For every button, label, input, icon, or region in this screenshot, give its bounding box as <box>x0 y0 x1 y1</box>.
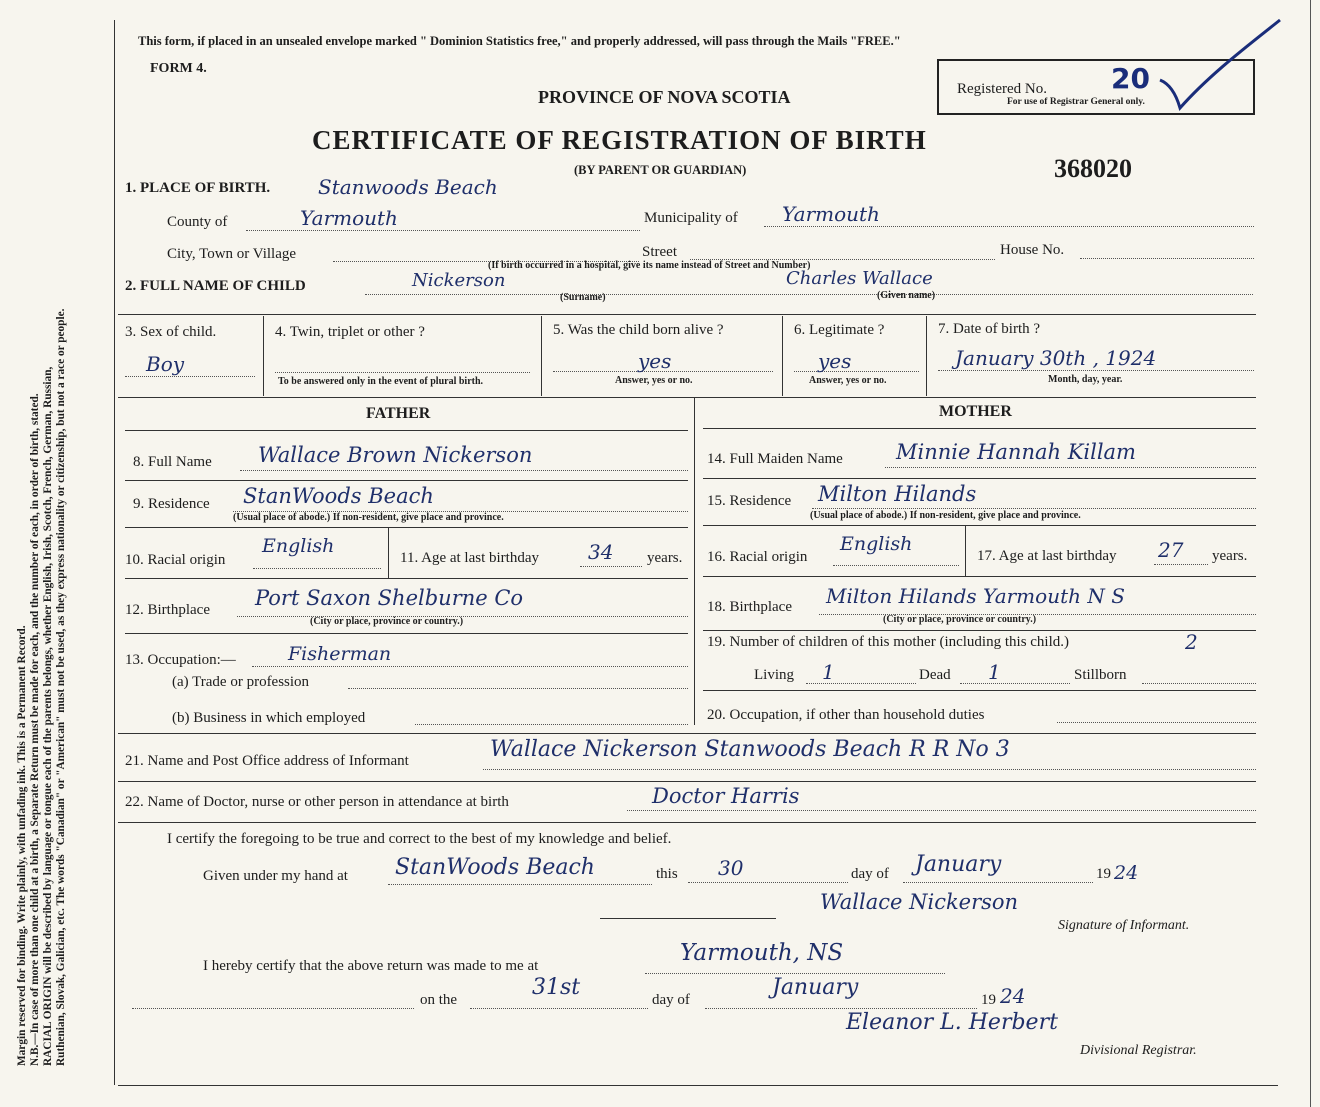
margin-line: N.B.—In case of more than one child at a birth, a Separate Return must be made for each, and the number of each, in order of birth, stated. <box>29 393 41 1066</box>
business-label: (b) Business in which employed <box>172 710 366 726</box>
mother-race-label: 16. Racial origin <box>707 549 808 565</box>
city-label: City, Town or Village <box>167 246 297 262</box>
registrar-year-value: 24 <box>1000 984 1026 1008</box>
mother-birthplace-note: (City or place, province or country.) <box>883 614 1037 625</box>
sex-label: 3. Sex of child. <box>125 324 217 340</box>
mother-heading: MOTHER <box>939 403 1012 420</box>
given-place-value: StanWoods Beach <box>395 855 595 880</box>
this-label: this <box>656 866 678 882</box>
registrar-place-value: Yarmouth, NS <box>680 940 844 966</box>
month-value: January <box>915 852 1002 877</box>
registrar-month-value: January <box>772 975 859 1000</box>
registrar-note: For use of Registrar General only. <box>1007 97 1145 107</box>
father-age-label: 11. Age at last birthday <box>400 550 539 566</box>
street-label: Street <box>642 244 677 260</box>
year-prefix: 19 <box>1096 866 1111 882</box>
margin-line: Margin reserved for binding. Write plainly, with unfading ink. This is a Permanent Record. <box>16 625 28 1066</box>
sex-value: Boy <box>146 352 185 376</box>
registrar-year-prefix: 19 <box>981 992 996 1008</box>
alive-label: 5. Was the child born alive ? <box>553 322 724 338</box>
certificate-number: 368020 <box>1054 154 1132 183</box>
legitimate-value: yes <box>818 349 852 373</box>
mother-name-value: Minnie Hannah Killam <box>896 440 1136 464</box>
informant-signature: Wallace Nickerson <box>820 890 1019 914</box>
twin-note: To be answered only in the event of plural birth. <box>278 376 484 387</box>
birth-place-label: 1. PLACE OF BIRTH. <box>125 180 271 196</box>
mother-residence-label: 15. Residence <box>707 493 792 509</box>
informant-value: Wallace Nickerson Stanwoods Beach R R No 3 <box>490 737 1010 762</box>
registrar-caption: Divisional Registrar. <box>1080 1043 1197 1058</box>
certify-statement: I certify the foregoing to be true and correct to the best of my knowledge and belief. <box>167 831 672 847</box>
dob-value: January 30th , 1924 <box>955 346 1157 370</box>
alive-note: Answer, yes or no. <box>615 375 693 386</box>
mother-age-value: 27 <box>1158 538 1184 562</box>
father-residence-note: (Usual place of abode.) If non-resident, give place and province. <box>233 512 504 523</box>
mother-age-label: 17. Age at last birthday <box>977 548 1117 564</box>
birth-place-value: Stanwoods Beach <box>318 175 498 199</box>
year-value: 24 <box>1114 862 1139 884</box>
informant-label: 21. Name and Post Office address of Informant <box>125 753 409 769</box>
alive-value: yes <box>638 349 672 373</box>
registered-value: 20 <box>1111 62 1150 95</box>
municipality-value: Yarmouth <box>782 202 880 226</box>
father-name-value: Wallace Brown Nickerson <box>258 443 533 467</box>
dob-label: 7. Date of birth ? <box>938 321 1041 337</box>
father-race-value: English <box>262 535 335 557</box>
twin-label: 4. Twin, triplet or other ? <box>275 324 425 340</box>
mother-residence-note: (Usual place of abode.) If non-resident, give place and province. <box>810 510 1081 521</box>
municipality-label: Municipality of <box>644 210 738 226</box>
living-label: Living <box>754 667 794 683</box>
registrar-statement: I hereby certify that the above return was made to me at <box>203 958 539 974</box>
father-race-label: 10. Racial origin <box>125 552 226 568</box>
father-birthplace-note: (City or place, province or country.) <box>310 616 464 627</box>
on-the-label: on the <box>420 992 458 1008</box>
father-birthplace-value: Port Saxon Shelburne Co <box>255 586 524 610</box>
child-given-name-value: Charles Wallace <box>786 268 933 289</box>
house-label: House No. <box>1000 242 1065 258</box>
province-heading: PROVINCE OF NOVA SCOTIA <box>538 87 791 107</box>
registrar-signature: Eleanor L. Herbert <box>846 1010 1058 1035</box>
margin-line: RACIAL ORIGIN will be described by language or tongue each of the parents belongs, whether English, Irish, Scotch, French, German, Russian, <box>42 366 54 1066</box>
check-mark-icon <box>1150 14 1290 114</box>
father-heading: FATHER <box>366 405 431 422</box>
given-label: Given under my hand at <box>203 868 348 884</box>
mother-race-value: English <box>840 533 913 555</box>
hospital-note: (If birth occurred in a hospital, give its name instead of Street and Number) <box>488 260 811 271</box>
legitimate-note: Answer, yes or no. <box>809 375 887 386</box>
doctor-label: 22. Name of Doctor, nurse or other person in attendance at birth <box>125 794 509 810</box>
registrar-day-of-label: day of <box>652 992 690 1008</box>
children-count-value: 2 <box>1185 630 1198 654</box>
dead-label: Dead <box>919 667 951 683</box>
dob-note: Month, day, year. <box>1048 374 1123 385</box>
father-residence-value: StanWoods Beach <box>243 484 434 508</box>
form-number: FORM 4. <box>150 61 207 76</box>
mother-years-label: years. <box>1212 548 1248 564</box>
mother-name-label: 14. Full Maiden Name <box>707 451 843 467</box>
registered-label: Registered No. <box>957 81 1047 97</box>
day-value: 30 <box>718 856 744 880</box>
mother-birthplace-value: Milton Hilands Yarmouth N S <box>826 584 1125 608</box>
registrar-day-value: 31st <box>532 975 581 1000</box>
trade-label: (a) Trade or profession <box>172 674 310 690</box>
children-count-label: 19. Number of children of this mother (including this child.) <box>707 634 1070 650</box>
county-label: County of <box>167 214 228 230</box>
father-occupation-value: Fisherman <box>288 643 392 665</box>
mother-birthplace-label: 18. Birthplace <box>707 599 792 615</box>
county-value: Yarmouth <box>300 206 398 230</box>
mother-occupation-label: 20. Occupation, if other than household duties <box>707 707 985 723</box>
child-name-label: 2. FULL NAME OF CHILD <box>125 278 306 294</box>
living-value: 1 <box>822 660 835 684</box>
mother-residence-value: Milton Hilands <box>818 482 977 506</box>
child-surname-value: Nickerson <box>412 270 506 291</box>
father-birthplace-label: 12. Birthplace <box>125 602 210 618</box>
binding-margin-line <box>114 20 115 1085</box>
surname-caption: (Surname) <box>560 292 606 303</box>
postal-note: This form, if placed in an unsealed envelope marked " Dominion Statistics free," and properly addressed, will pass through the Mails "FREE." <box>138 34 901 48</box>
margin-line: Ruthenian, Slovak, Galician, etc. The words "Canadian" or "American" must not be used, as they express nationality or citizenship, but not a race or people. <box>55 308 67 1066</box>
legitimate-label: 6. Legitimate ? <box>794 322 885 338</box>
stillborn-label: Stillborn <box>1074 667 1127 683</box>
page-title: CERTIFICATE OF REGISTRATION OF BIRTH <box>312 125 927 155</box>
day-of-label: day of <box>851 866 889 882</box>
father-occupation-label: 13. Occupation:— <box>125 652 236 668</box>
father-residence-label: 9. Residence <box>133 496 210 512</box>
dead-value: 1 <box>988 660 1001 684</box>
given-name-caption: (Given name) <box>877 290 936 301</box>
father-age-value: 34 <box>588 540 614 564</box>
margin-instructions <box>16 46 68 1066</box>
father-years-label: years. <box>647 550 683 566</box>
doctor-value: Doctor Harris <box>652 784 800 808</box>
father-name-label: 8. Full Name <box>133 454 212 470</box>
informant-signature-caption: Signature of Informant. <box>1058 918 1190 933</box>
page-subtitle: (BY PARENT OR GUARDIAN) <box>574 163 747 177</box>
